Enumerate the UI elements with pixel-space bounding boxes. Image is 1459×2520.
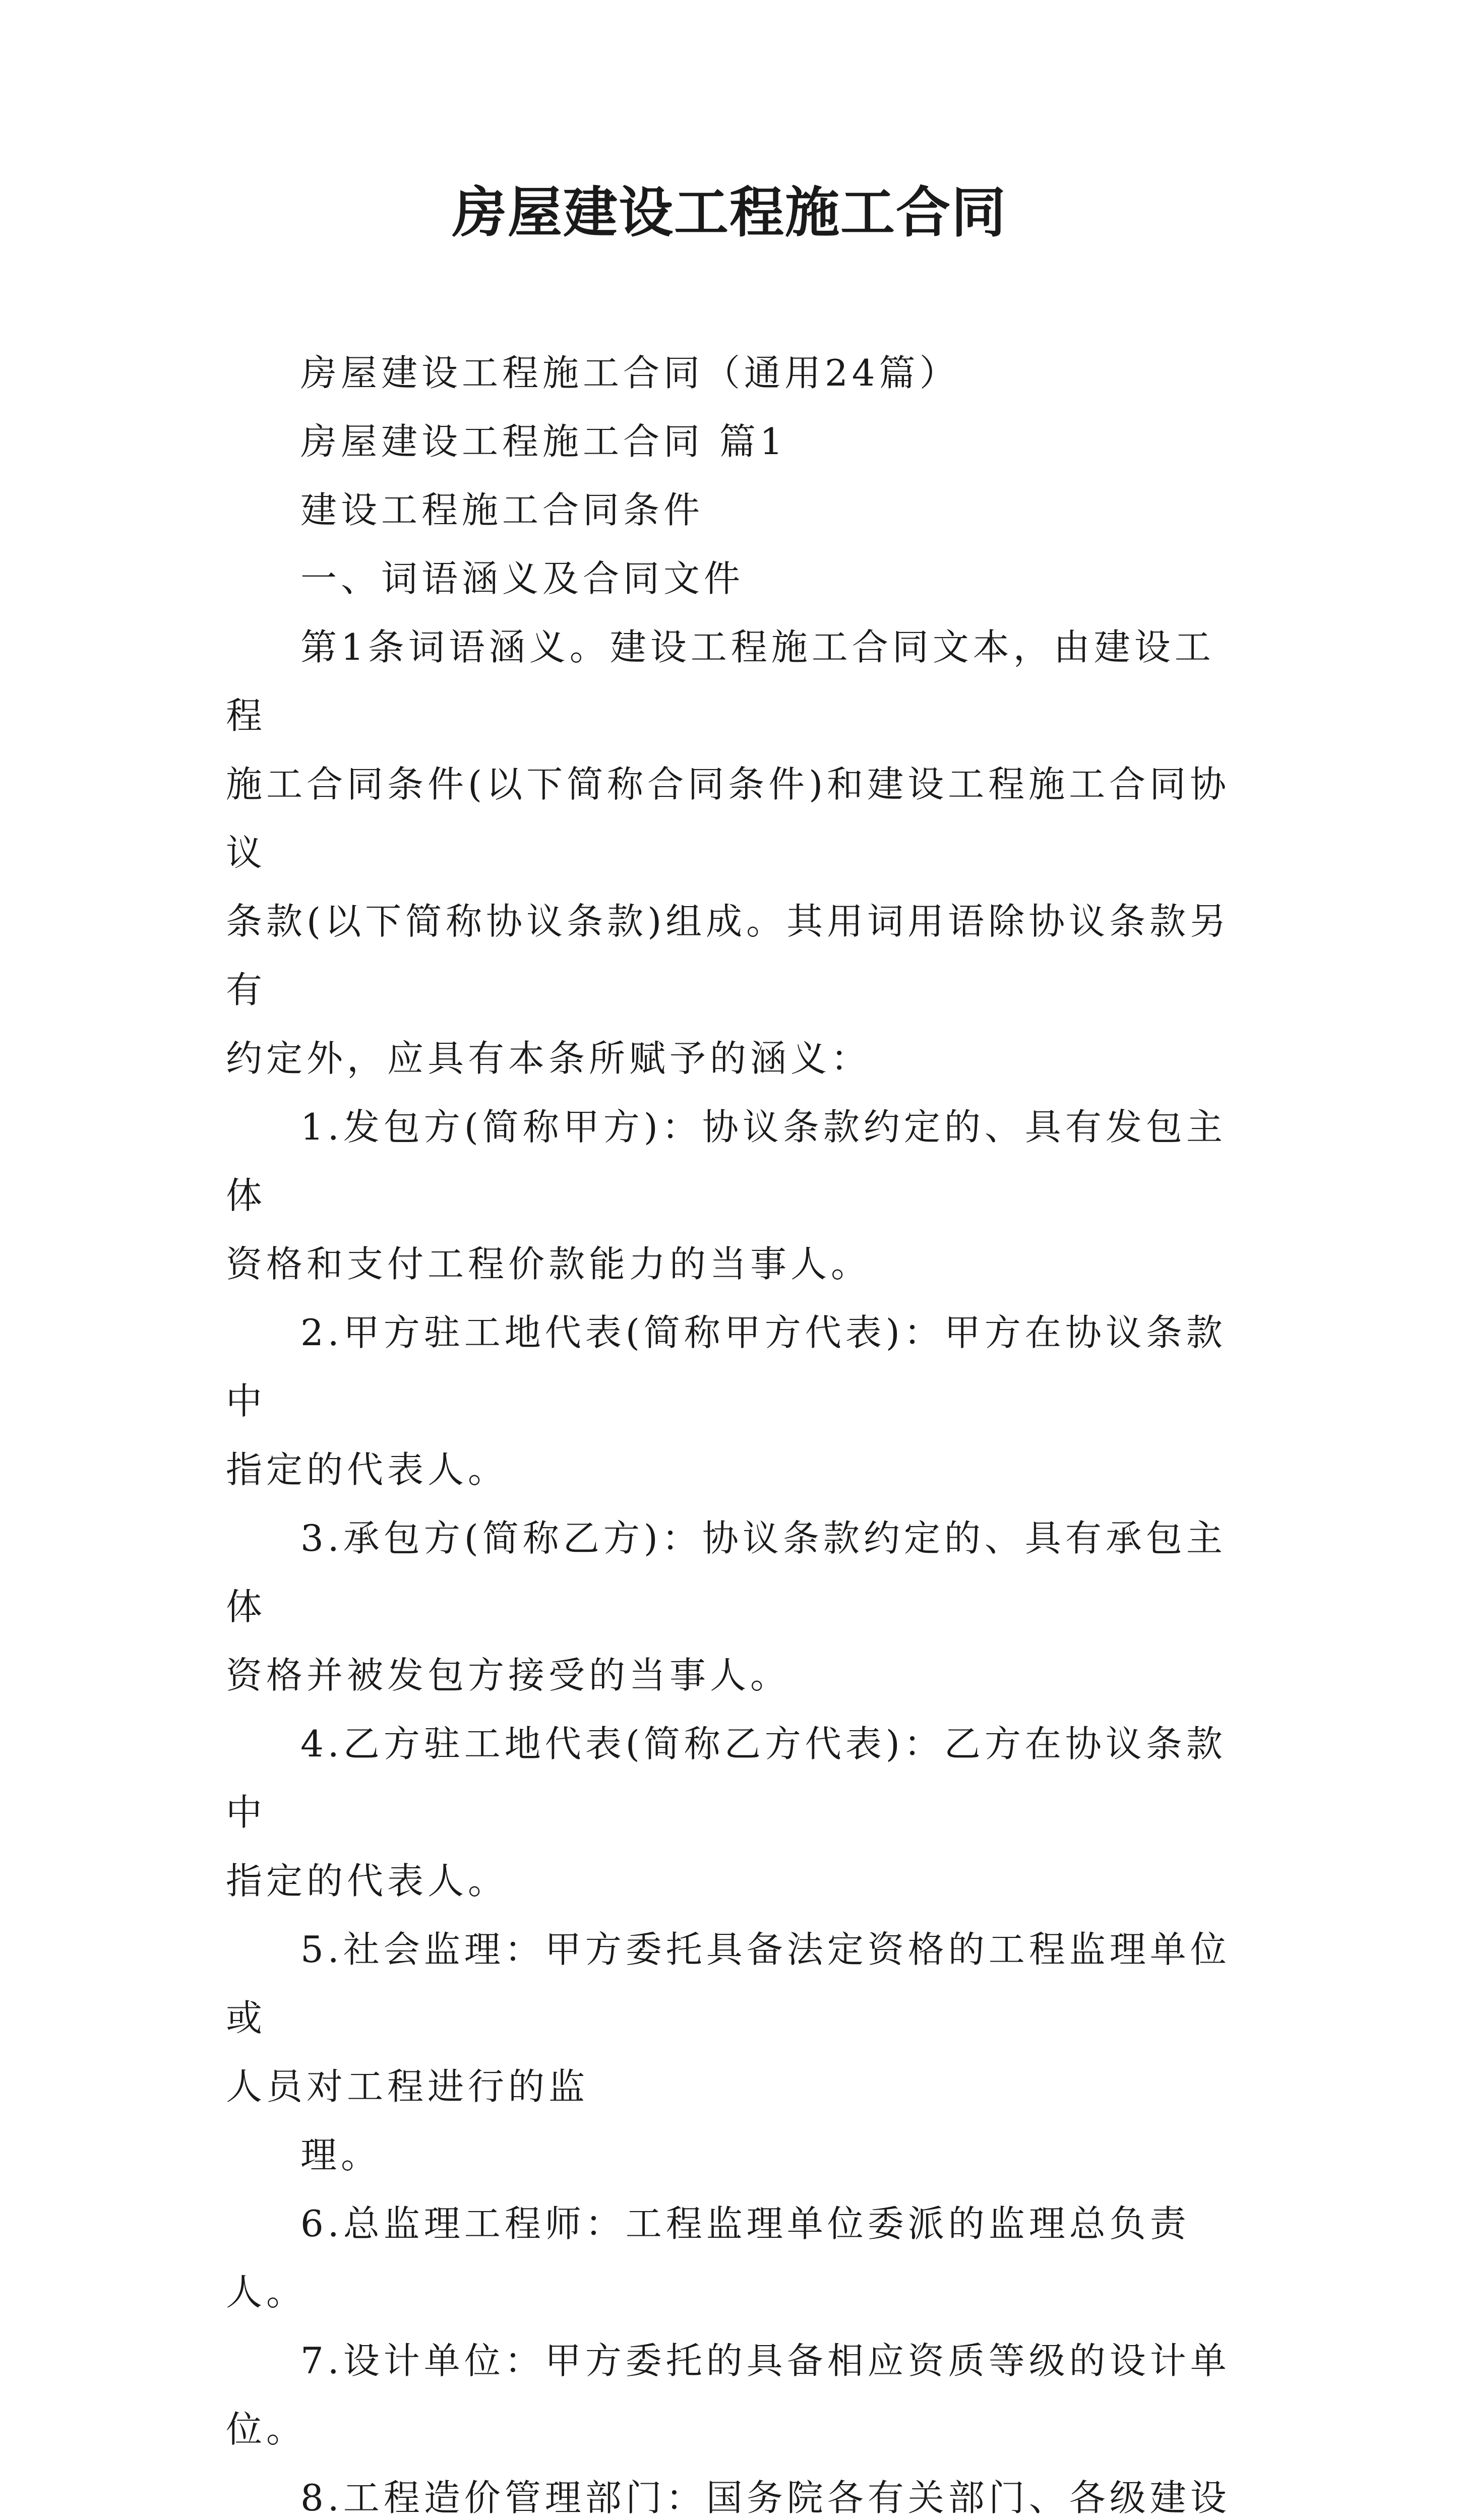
subtitle-line: 房屋建设工程施工合同（通用24篇） <box>300 352 960 394</box>
section-title: 建设工程施工合同条件 <box>300 489 704 531</box>
definition-5-line-3: 理。 <box>300 2134 382 2176</box>
document-body <box>226 339 1254 2520</box>
article-1-line-1: 第1条词语涵义。建设工程施工合同文本，由建设工程 <box>226 626 1215 737</box>
article-1-line-4: 约定外，应具有本条所赋予的涵义： <box>226 1037 872 1080</box>
definition-5-line-2: 人员对工程进行的监 <box>226 2065 589 2108</box>
definition-4-line-1: 4.乙方驻工地代表(简称乙方代表)：乙方在协议条款中 <box>226 1723 1227 1834</box>
definition-5-line-1: 5.社会监理：甲方委托具备法定资格的工程监理单位或 <box>226 1928 1231 2039</box>
article-1-line-2: 施工合同条件(以下简称合同条件)和建设工程施工合同协议 <box>226 763 1231 874</box>
definition-2-line-2: 指定的代表人。 <box>226 1448 509 1491</box>
heading-line: 一、词语涵义及合同文件 <box>300 557 745 600</box>
definition-7: 7.设计单位：甲方委托的具备相应资质等级的设计单位。 <box>226 2340 1231 2450</box>
definition-3-line-1: 3.承包方(简称乙方)：协议条款约定的、具有承包主体 <box>226 1517 1227 1628</box>
definition-2-line-1: 2.甲方驻工地代表(简称甲方代表)：甲方在协议条款中 <box>226 1311 1227 1422</box>
document-title: 房屋建设工程施工合同 <box>452 181 1007 244</box>
chapter-line: 房屋建设工程施工合同 篇1 <box>300 420 787 463</box>
definition-1-line-1: 1.发包方(简称甲方)：协议条款约定的、具有发包主体 <box>226 1106 1227 1217</box>
definition-8: 8.工程造价管理部门：国务院各有关部门、各级建设 <box>300 2477 1231 2519</box>
article-1-line-3: 条款(以下简称协议条款)组成。其用词用语除协议条款另有 <box>226 900 1231 1011</box>
definition-1-line-2: 资格和支付工程价款能力的当事人。 <box>226 1243 872 1285</box>
definition-3-line-2: 资格并被发包方接受的当事人。 <box>226 1654 791 1696</box>
definition-4-line-2: 指定的代表人。 <box>226 1860 509 1902</box>
definition-6: 6.总监理工程师：工程监理单位委派的监理总负责人。 <box>226 2202 1190 2313</box>
